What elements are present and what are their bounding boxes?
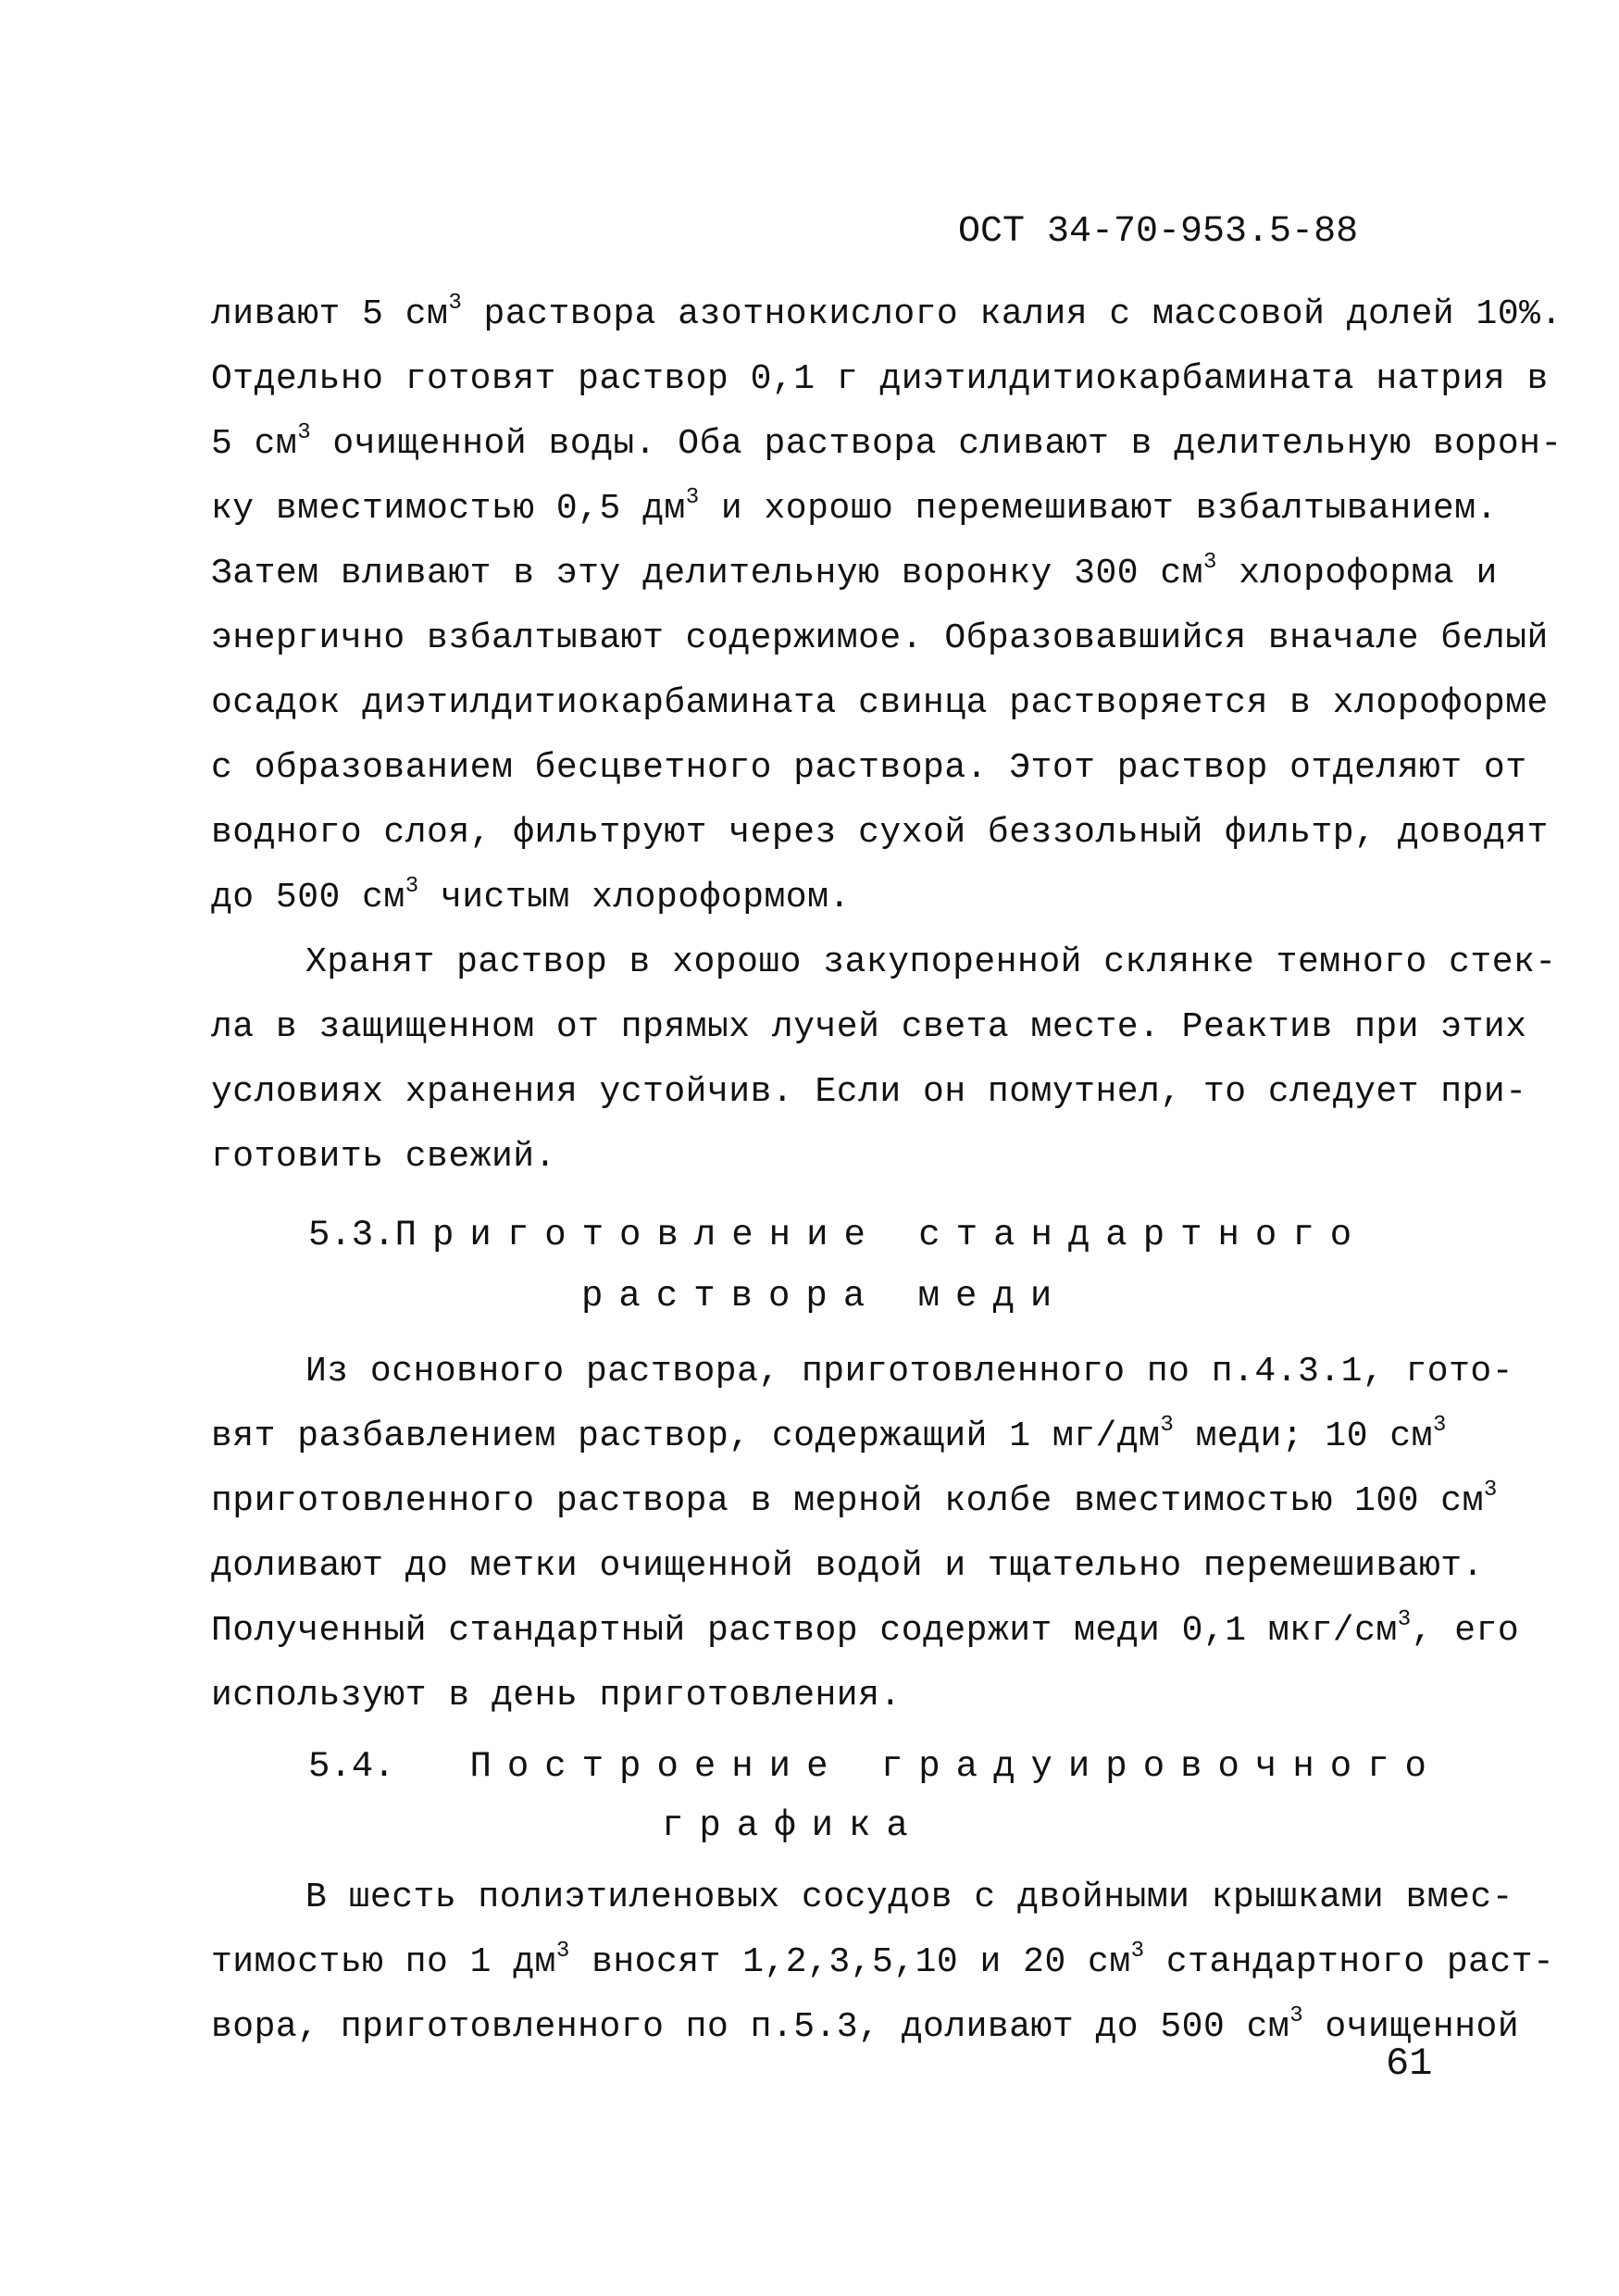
text-line: Хранят раствор в хорошо закупоренной склянке темного стек- — [305, 942, 1557, 982]
page-number: 61 — [1386, 2041, 1433, 2086]
text-line: условиях хранения устойчив. Если он помутнел, то следует при- — [211, 1072, 1527, 1112]
text-line: приготовленного раствора в мерной колбе вместимостью 100 $см^3$ — [211, 1478, 1498, 1521]
text-line: используют в день приготовления. — [211, 1676, 902, 1716]
section-heading-5-3-continued: раствора меди — [581, 1276, 1068, 1316]
text-line: ку вместимостью 0,5 $дм^3$ и хорошо перемешивают взбалтыванием. — [211, 485, 1498, 529]
text-line: до 500 $см^3$ чистым хлороформом. — [211, 874, 851, 917]
section-heading-5-4: 5.4. Построение градуировочного — [308, 1746, 1442, 1787]
section-heading-5-4-continued: графика — [662, 1805, 924, 1846]
text-line: 5 $см^3$ очищенной воды. Оба раствора сливают в делительную ворон- — [211, 420, 1563, 464]
section-heading-5-3: 5.3.Приготовление стандартного — [308, 1215, 1368, 1255]
text-line: доливают до метки очищенной водой и тщательно перемешивают. — [211, 1546, 1484, 1586]
text-line: ла в защищенном от прямых лучей света месте. Реактив при этих — [211, 1007, 1527, 1047]
text-line: вят разбавлением раствор, содержащий 1 $мг/дм^3$ меди; 10 $см^3$ — [211, 1413, 1447, 1456]
text-line: Из основного раствора, приготовленного по п.4.3.1, гото- — [305, 1352, 1514, 1391]
text-line: вора, приготовленного по п.5.3, доливают до 500 $см^3$ очищенной — [211, 2003, 1520, 2047]
document-code: ОСТ 34-70-953.5-88 — [958, 211, 1359, 253]
text-line: Полученный стандартный раствор содержит меди 0,1 мкг/$см^3$, его — [211, 1607, 1520, 1651]
text-line: Отдельно готовят раствор 0,1 г диэтилдитиокарбамината натрия в — [211, 359, 1549, 399]
text-line: В шесть полиэтиленовых сосудов с двойными крышками вмес- — [305, 1878, 1514, 1917]
text-line: тимостью по 1 $дм^3$ вносят 1,2,3,5,10 и 20 $см^3$ стандартного раст- — [211, 1939, 1555, 1982]
text-line: с образованием бесцветного раствора. Этот раствор отделяют от — [211, 748, 1527, 788]
text-line: готовить свежий. — [211, 1137, 556, 1177]
text-line: энергично взбалтывают содержимое. Образовавшийся вначале белый — [211, 618, 1549, 658]
text-line: ливают 5 $см^3$ раствора азотнокислого калия с массовой долей 10%. — [211, 291, 1563, 334]
text-line: осадок диэтилдитиокарбамината свинца растворяется в хлороформе — [211, 683, 1549, 723]
text-line: Затем вливают в эту делительную воронку 300 $см^3$ хлороформа и — [211, 550, 1498, 593]
text-line: водного слоя, фильтруют через сухой беззольный фильтр, доводят — [211, 813, 1549, 853]
